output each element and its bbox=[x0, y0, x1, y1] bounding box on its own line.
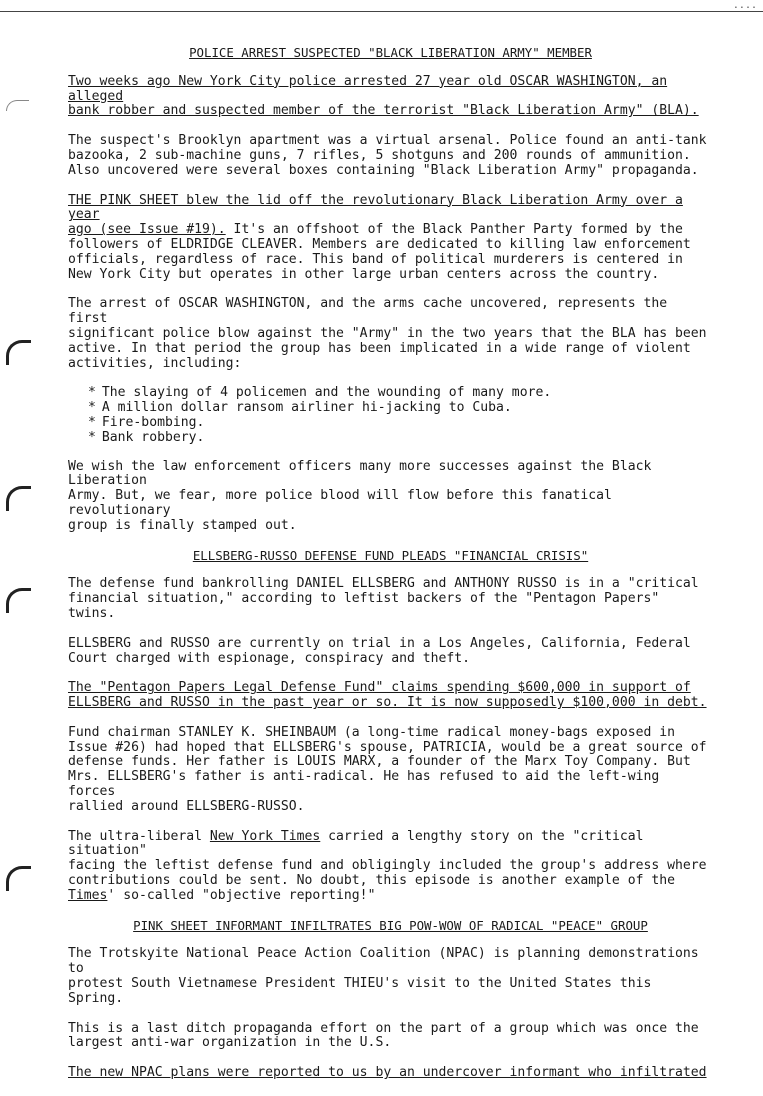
section-heading: PINK SHEET INFORMANT INFILTRATES BIG POW-WOW OF RADICAL "PEACE" GROUP bbox=[133, 917, 648, 933]
paragraph: The ultra-liberal New York Times carried a lengthy story on the "critical situation" facing the leftist defense fund and obligingly included the group's address where contributions could be sent. No doubt, this episode is another example of the Times' so-called "objective reporting!" bbox=[68, 828, 707, 903]
paragraph: Fund chairman STANLEY K. SHEINBAUM (a long-time radical money-bags exposed in Issue #26) had hoped that ELLSBERG's spouse, PATRICIA, would be a great source of defense funds. Her father is LOUIS MARX, a founder of the Marx Toy Company. But Mrs. ELLSBERG's father is anti-radical. He has refused to aid the left-wing forces rallied around ELLSBERG-RUSSO. bbox=[68, 724, 707, 814]
paragraph: The defense fund bankrolling DANIEL ELLSBERG and ANTHONY RUSSO is in a "critical financial situation," according to leftist backers of the "Pentagon Papers" twins. bbox=[68, 576, 699, 621]
underlined-text: THE PINK SHEET blew the lid off the revolutionary Black Liberation Army over a year ago (see Issue #19). bbox=[68, 192, 683, 238]
paragraph bbox=[68, 194, 713, 283]
margin-mark bbox=[6, 100, 29, 111]
margin-mark bbox=[6, 340, 31, 365]
section-heading: ELLSBERG-RUSSO DEFENSE FUND PLEADS "FINANCIAL CRISIS" bbox=[192, 547, 589, 563]
section-heading: POLICE ARREST SUSPECTED "BLACK LIBERATION ARMY" MEMBER bbox=[189, 45, 592, 60]
margin-mark bbox=[6, 866, 31, 891]
paragraph: We wish the law enforcement officers many more successes against the Black Liberation Army. But, we fear, more police blood will flow before this fanatical revolutionary group is finally stamped out. bbox=[68, 458, 652, 533]
paragraph: This is a last ditch propaganda effort on the part of a group which was once the largest anti-war organization in the U.S. bbox=[68, 1020, 699, 1051]
paragraph: The Trotskyite National Peace Action Coalition (NPAC) is planning demonstrations to protest South Vietnamese President THIEU's visit to the United States this Spring. bbox=[68, 946, 699, 1006]
publication-name: New York Times bbox=[209, 828, 321, 844]
list-item: * Fire-bombing. bbox=[88, 414, 205, 430]
publication-name: Times bbox=[68, 887, 108, 903]
list-item: * A million dollar ransom airliner hi-jacking to Cuba. bbox=[88, 400, 512, 416]
paragraph: The suspect's Brooklyn apartment was a virtual arsenal. Police found an anti-tank bazooka, 2 sub-machine guns, 7 rifles, 5 shotguns and 200 rounds of ammunition. Also uncovered were several boxes containing "Black Liberation Army" propaganda. bbox=[68, 133, 707, 178]
list-item: * Bank robbery. bbox=[88, 429, 205, 445]
document-body bbox=[68, 46, 713, 1096]
paragraph-text: It's an offshoot of the Black Panther Party formed by the followers of ELDRIDGE CLEAVER. Members are dedicated to killing law enforcement officials, regardless of race. This band of political murderers is centered in New York City but operates in other large urban centers across the country. bbox=[68, 222, 691, 282]
paragraph: Two weeks ago New York City police arrested 27 year old OSCAR WASHINGTON, an alleged bank robber and suspected member of the terrorist "Black Liberation Army" (BLA). bbox=[68, 73, 699, 119]
list-item: * The slaying of 4 policemen and the wounding of many more. bbox=[88, 385, 552, 401]
bullet-list bbox=[68, 386, 713, 445]
margin-mark bbox=[6, 486, 31, 511]
margin-mark bbox=[6, 588, 31, 613]
paragraph: The arrest of OSCAR WASHINGTON, and the arms cache uncovered, represents the first significant police blow against the "Army" in the two years that the BLA has been active. In that period the group has been implicated in a wide range of violent activities, including: bbox=[68, 296, 707, 371]
paragraph: ELLSBERG and RUSSO are currently on trial in a Los Angeles, California, Federal Court charged with espionage, conspiracy and theft. bbox=[68, 635, 691, 666]
corner-mark: .... bbox=[732, 0, 757, 11]
page-top-edge bbox=[0, 0, 763, 12]
paragraph: The "Pentagon Papers Legal Defense Fund" claims spending $600,000 in support of ELLSBERG and RUSSO in the past year or so. It is now supposedly $100,000 in debt. bbox=[68, 680, 707, 711]
paragraph: The new NPAC plans were reported to us by an undercover informant who infiltrated bbox=[68, 1065, 707, 1081]
